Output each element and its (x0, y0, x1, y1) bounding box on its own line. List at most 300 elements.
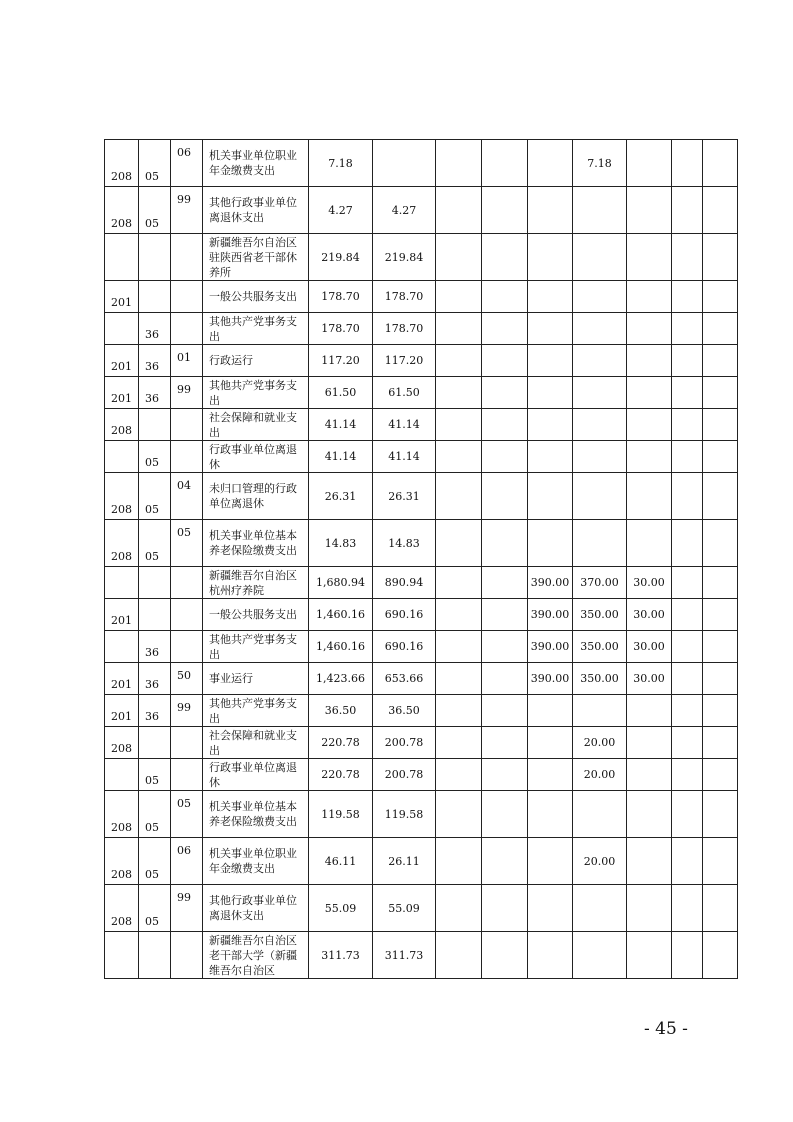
value-cell-4 (482, 631, 528, 663)
basic-expenditure-cell: 14.83 (373, 520, 436, 567)
basic-expenditure-cell: 117.20 (373, 345, 436, 377)
value-cell-4 (482, 313, 528, 345)
table-row (105, 409, 738, 441)
subject-name-cell: 其他行政事业单位离退休支出 (203, 187, 309, 234)
subject-name-cell: 机关事业单位职业年金缴费支出 (203, 838, 309, 885)
value-cell-5 (528, 140, 573, 187)
total-amount-cell: 1,680.94 (309, 567, 373, 599)
item-code-cell (171, 281, 203, 313)
value-cell-7 (627, 727, 672, 759)
section-code-cell (139, 281, 171, 313)
value-cell-8 (672, 234, 703, 281)
section-code-cell: 05 (139, 187, 171, 234)
value-cell-9 (703, 234, 738, 281)
basic-expenditure-cell: 200.78 (373, 727, 436, 759)
value-cell-5 (528, 377, 573, 409)
value-cell-3 (436, 727, 482, 759)
value-cell-5 (528, 313, 573, 345)
basic-expenditure-cell: 178.70 (373, 313, 436, 345)
table-row (105, 313, 738, 345)
item-code-cell: 06 (171, 140, 203, 187)
section-code-cell: 36 (139, 695, 171, 727)
value-cell-4 (482, 932, 528, 979)
value-cell-4 (482, 441, 528, 473)
item-code-cell (171, 727, 203, 759)
value-cell-7 (627, 140, 672, 187)
value-cell-8 (672, 140, 703, 187)
basic-expenditure-cell: 219.84 (373, 234, 436, 281)
value-cell-9 (703, 409, 738, 441)
table-body (105, 140, 738, 979)
class-code-cell (105, 567, 139, 599)
value-cell-4 (482, 663, 528, 695)
value-cell-5: 390.00 (528, 631, 573, 663)
value-cell-4 (482, 187, 528, 234)
subject-name-cell: 社会保障和就业支出 (203, 409, 309, 441)
value-cell-3 (436, 473, 482, 520)
class-code-cell: 201 (105, 345, 139, 377)
item-code-cell (171, 567, 203, 599)
total-amount-cell: 178.70 (309, 281, 373, 313)
item-code-cell: 06 (171, 838, 203, 885)
value-cell-8 (672, 885, 703, 932)
item-code-cell (171, 759, 203, 791)
value-cell-5 (528, 838, 573, 885)
value-cell-7 (627, 791, 672, 838)
value-cell-7 (627, 695, 672, 727)
value-cell-8 (672, 727, 703, 759)
subject-name-cell: 其他行政事业单位离退休支出 (203, 885, 309, 932)
value-cell-8 (672, 345, 703, 377)
value-cell-4 (482, 727, 528, 759)
value-cell-8 (672, 520, 703, 567)
table-row (105, 791, 738, 838)
total-amount-cell: 311.73 (309, 932, 373, 979)
item-code-cell (171, 409, 203, 441)
subject-name-cell: 行政事业单位离退休 (203, 759, 309, 791)
value-cell-5 (528, 791, 573, 838)
basic-expenditure-cell: 690.16 (373, 599, 436, 631)
value-cell-6: 20.00 (573, 727, 627, 759)
class-code-cell: 208 (105, 473, 139, 520)
table-row (105, 567, 738, 599)
value-cell-5 (528, 695, 573, 727)
section-code-cell: 36 (139, 631, 171, 663)
table-row (105, 377, 738, 409)
page-number: - 45 - (644, 1019, 688, 1039)
value-cell-7 (627, 885, 672, 932)
value-cell-3 (436, 567, 482, 599)
value-cell-9 (703, 838, 738, 885)
value-cell-9 (703, 695, 738, 727)
section-code-cell (139, 932, 171, 979)
class-code-cell: 201 (105, 599, 139, 631)
value-cell-4 (482, 695, 528, 727)
class-code-cell: 208 (105, 727, 139, 759)
class-code-cell: 201 (105, 377, 139, 409)
value-cell-4 (482, 377, 528, 409)
value-cell-6: 350.00 (573, 663, 627, 695)
total-amount-cell: 220.78 (309, 759, 373, 791)
total-amount-cell: 36.50 (309, 695, 373, 727)
subject-name-cell: 其他共产党事务支出 (203, 695, 309, 727)
total-amount-cell: 7.18 (309, 140, 373, 187)
value-cell-7 (627, 838, 672, 885)
value-cell-5 (528, 473, 573, 520)
value-cell-8 (672, 599, 703, 631)
basic-expenditure-cell: 653.66 (373, 663, 436, 695)
value-cell-3 (436, 759, 482, 791)
section-code-cell: 05 (139, 885, 171, 932)
value-cell-9 (703, 759, 738, 791)
value-cell-6 (573, 473, 627, 520)
table-row (105, 759, 738, 791)
value-cell-6 (573, 234, 627, 281)
value-cell-4 (482, 791, 528, 838)
value-cell-3 (436, 409, 482, 441)
value-cell-9 (703, 140, 738, 187)
section-code-cell: 05 (139, 441, 171, 473)
item-code-cell: 99 (171, 695, 203, 727)
class-code-cell (105, 932, 139, 979)
table-row (105, 234, 738, 281)
value-cell-4 (482, 759, 528, 791)
value-cell-8 (672, 838, 703, 885)
section-code-cell: 05 (139, 520, 171, 567)
value-cell-7: 30.00 (627, 567, 672, 599)
value-cell-9 (703, 727, 738, 759)
total-amount-cell: 117.20 (309, 345, 373, 377)
section-code-cell: 05 (139, 140, 171, 187)
value-cell-4 (482, 140, 528, 187)
value-cell-3 (436, 695, 482, 727)
section-code-cell: 05 (139, 791, 171, 838)
value-cell-5 (528, 409, 573, 441)
value-cell-4 (482, 520, 528, 567)
value-cell-7: 30.00 (627, 631, 672, 663)
basic-expenditure-cell: 4.27 (373, 187, 436, 234)
basic-expenditure-cell: 311.73 (373, 932, 436, 979)
value-cell-7 (627, 313, 672, 345)
subject-name-cell: 一般公共服务支出 (203, 599, 309, 631)
table-row (105, 885, 738, 932)
value-cell-7: 30.00 (627, 599, 672, 631)
section-code-cell: 36 (139, 345, 171, 377)
value-cell-4 (482, 281, 528, 313)
table-row (105, 599, 738, 631)
value-cell-5 (528, 520, 573, 567)
basic-expenditure-cell: 200.78 (373, 759, 436, 791)
section-code-cell: 36 (139, 313, 171, 345)
value-cell-8 (672, 759, 703, 791)
value-cell-8 (672, 695, 703, 727)
value-cell-9 (703, 187, 738, 234)
value-cell-8 (672, 473, 703, 520)
basic-expenditure-cell: 55.09 (373, 885, 436, 932)
value-cell-8 (672, 631, 703, 663)
value-cell-3 (436, 599, 482, 631)
class-code-cell: 208 (105, 885, 139, 932)
value-cell-6: 350.00 (573, 599, 627, 631)
value-cell-8 (672, 441, 703, 473)
total-amount-cell: 55.09 (309, 885, 373, 932)
value-cell-6: 370.00 (573, 567, 627, 599)
subject-name-cell: 其他共产党事务支出 (203, 377, 309, 409)
value-cell-4 (482, 885, 528, 932)
subject-name-cell: 事业运行 (203, 663, 309, 695)
item-code-cell: 05 (171, 520, 203, 567)
subject-name-cell: 新疆维吾尔自治区老干部大学（新疆维吾尔自治区 (203, 932, 309, 979)
value-cell-9 (703, 932, 738, 979)
basic-expenditure-cell: 119.58 (373, 791, 436, 838)
value-cell-5: 390.00 (528, 599, 573, 631)
value-cell-4 (482, 838, 528, 885)
total-amount-cell: 46.11 (309, 838, 373, 885)
item-code-cell: 99 (171, 377, 203, 409)
section-code-cell (139, 234, 171, 281)
value-cell-4 (482, 234, 528, 281)
class-code-cell: 208 (105, 838, 139, 885)
value-cell-5 (528, 345, 573, 377)
subject-name-cell: 行政事业单位离退休 (203, 441, 309, 473)
class-code-cell: 208 (105, 187, 139, 234)
value-cell-5 (528, 187, 573, 234)
value-cell-5 (528, 281, 573, 313)
table-row (105, 140, 738, 187)
section-code-cell (139, 567, 171, 599)
item-code-cell: 01 (171, 345, 203, 377)
value-cell-6 (573, 791, 627, 838)
total-amount-cell: 1,460.16 (309, 631, 373, 663)
value-cell-9 (703, 885, 738, 932)
value-cell-9 (703, 520, 738, 567)
item-code-cell (171, 631, 203, 663)
item-code-cell (171, 313, 203, 345)
value-cell-8 (672, 567, 703, 599)
basic-expenditure-cell: 26.31 (373, 473, 436, 520)
value-cell-6 (573, 345, 627, 377)
value-cell-3 (436, 520, 482, 567)
section-code-cell (139, 727, 171, 759)
item-code-cell (171, 234, 203, 281)
value-cell-3 (436, 663, 482, 695)
table-row (105, 281, 738, 313)
basic-expenditure-cell: 41.14 (373, 409, 436, 441)
item-code-cell (171, 932, 203, 979)
class-code-cell: 208 (105, 520, 139, 567)
value-cell-9 (703, 441, 738, 473)
value-cell-3 (436, 885, 482, 932)
value-cell-4 (482, 599, 528, 631)
value-cell-8 (672, 187, 703, 234)
section-code-cell: 05 (139, 838, 171, 885)
value-cell-9 (703, 567, 738, 599)
value-cell-3 (436, 234, 482, 281)
table-row (105, 520, 738, 567)
section-code-cell: 05 (139, 473, 171, 520)
table-row (105, 695, 738, 727)
subject-name-cell: 新疆维吾尔自治区杭州疗养院 (203, 567, 309, 599)
value-cell-7 (627, 409, 672, 441)
basic-expenditure-cell: 26.11 (373, 838, 436, 885)
value-cell-3 (436, 187, 482, 234)
value-cell-8 (672, 377, 703, 409)
value-cell-8 (672, 281, 703, 313)
value-cell-6: 20.00 (573, 759, 627, 791)
value-cell-6 (573, 520, 627, 567)
subject-name-cell: 社会保障和就业支出 (203, 727, 309, 759)
table-row (105, 187, 738, 234)
total-amount-cell: 26.31 (309, 473, 373, 520)
value-cell-7 (627, 281, 672, 313)
table-row (105, 727, 738, 759)
table-row (105, 345, 738, 377)
value-cell-5 (528, 759, 573, 791)
total-amount-cell: 219.84 (309, 234, 373, 281)
total-amount-cell: 178.70 (309, 313, 373, 345)
basic-expenditure-cell: 36.50 (373, 695, 436, 727)
value-cell-3 (436, 441, 482, 473)
value-cell-6: 350.00 (573, 631, 627, 663)
total-amount-cell: 14.83 (309, 520, 373, 567)
value-cell-4 (482, 567, 528, 599)
table-row (105, 441, 738, 473)
value-cell-9 (703, 313, 738, 345)
total-amount-cell: 4.27 (309, 187, 373, 234)
value-cell-7: 30.00 (627, 663, 672, 695)
value-cell-5 (528, 441, 573, 473)
basic-expenditure-cell: 61.50 (373, 377, 436, 409)
subject-name-cell: 新疆维吾尔自治区驻陕西省老干部休养所 (203, 234, 309, 281)
table-row (105, 473, 738, 520)
value-cell-5 (528, 234, 573, 281)
subject-name-cell: 行政运行 (203, 345, 309, 377)
class-code-cell (105, 234, 139, 281)
class-code-cell: 201 (105, 663, 139, 695)
class-code-cell: 201 (105, 695, 139, 727)
item-code-cell: 05 (171, 791, 203, 838)
value-cell-6 (573, 281, 627, 313)
table-row (105, 838, 738, 885)
value-cell-7 (627, 377, 672, 409)
value-cell-3 (436, 932, 482, 979)
subject-name-cell: 其他共产党事务支出 (203, 313, 309, 345)
value-cell-7 (627, 234, 672, 281)
total-amount-cell: 220.78 (309, 727, 373, 759)
value-cell-7 (627, 520, 672, 567)
item-code-cell: 99 (171, 885, 203, 932)
subject-name-cell: 未归口管理的行政单位离退休 (203, 473, 309, 520)
class-code-cell: 208 (105, 409, 139, 441)
table-row (105, 663, 738, 695)
value-cell-9 (703, 663, 738, 695)
value-cell-6 (573, 932, 627, 979)
value-cell-8 (672, 932, 703, 979)
value-cell-7 (627, 932, 672, 979)
item-code-cell: 99 (171, 187, 203, 234)
section-code-cell: 36 (139, 663, 171, 695)
subject-name-cell: 机关事业单位职业年金缴费支出 (203, 140, 309, 187)
value-cell-9 (703, 631, 738, 663)
basic-expenditure-cell: 690.16 (373, 631, 436, 663)
value-cell-5: 390.00 (528, 663, 573, 695)
value-cell-9 (703, 281, 738, 313)
basic-expenditure-cell: 41.14 (373, 441, 436, 473)
basic-expenditure-cell: 890.94 (373, 567, 436, 599)
value-cell-6 (573, 187, 627, 234)
value-cell-4 (482, 409, 528, 441)
value-cell-6 (573, 409, 627, 441)
subject-name-cell: 机关事业单位基本养老保险缴费支出 (203, 520, 309, 567)
value-cell-5 (528, 727, 573, 759)
section-code-cell (139, 409, 171, 441)
total-amount-cell: 119.58 (309, 791, 373, 838)
value-cell-6 (573, 885, 627, 932)
value-cell-8 (672, 791, 703, 838)
subject-name-cell: 一般公共服务支出 (203, 281, 309, 313)
table-row (105, 932, 738, 979)
basic-expenditure-cell (373, 140, 436, 187)
class-code-cell (105, 759, 139, 791)
value-cell-3 (436, 313, 482, 345)
item-code-cell: 50 (171, 663, 203, 695)
value-cell-9 (703, 473, 738, 520)
budget-expenditure-table (104, 139, 738, 979)
value-cell-9 (703, 377, 738, 409)
class-code-cell (105, 441, 139, 473)
class-code-cell (105, 631, 139, 663)
value-cell-4 (482, 473, 528, 520)
item-code-cell (171, 599, 203, 631)
item-code-cell (171, 441, 203, 473)
subject-name-cell: 其他共产党事务支出 (203, 631, 309, 663)
table-row (105, 631, 738, 663)
value-cell-6 (573, 313, 627, 345)
subject-name-cell: 机关事业单位基本养老保险缴费支出 (203, 791, 309, 838)
value-cell-7 (627, 441, 672, 473)
total-amount-cell: 61.50 (309, 377, 373, 409)
value-cell-5 (528, 932, 573, 979)
value-cell-8 (672, 409, 703, 441)
value-cell-7 (627, 759, 672, 791)
value-cell-6 (573, 377, 627, 409)
value-cell-3 (436, 345, 482, 377)
total-amount-cell: 41.14 (309, 409, 373, 441)
value-cell-8 (672, 313, 703, 345)
value-cell-3 (436, 281, 482, 313)
section-code-cell (139, 599, 171, 631)
class-code-cell (105, 313, 139, 345)
value-cell-7 (627, 473, 672, 520)
class-code-cell: 208 (105, 791, 139, 838)
value-cell-9 (703, 345, 738, 377)
value-cell-6 (573, 441, 627, 473)
class-code-cell: 201 (105, 281, 139, 313)
value-cell-5 (528, 885, 573, 932)
section-code-cell: 05 (139, 759, 171, 791)
value-cell-8 (672, 663, 703, 695)
basic-expenditure-cell: 178.70 (373, 281, 436, 313)
value-cell-3 (436, 838, 482, 885)
value-cell-3 (436, 140, 482, 187)
total-amount-cell: 41.14 (309, 441, 373, 473)
value-cell-9 (703, 791, 738, 838)
value-cell-3 (436, 791, 482, 838)
value-cell-9 (703, 599, 738, 631)
section-code-cell: 36 (139, 377, 171, 409)
value-cell-6 (573, 695, 627, 727)
value-cell-6: 7.18 (573, 140, 627, 187)
